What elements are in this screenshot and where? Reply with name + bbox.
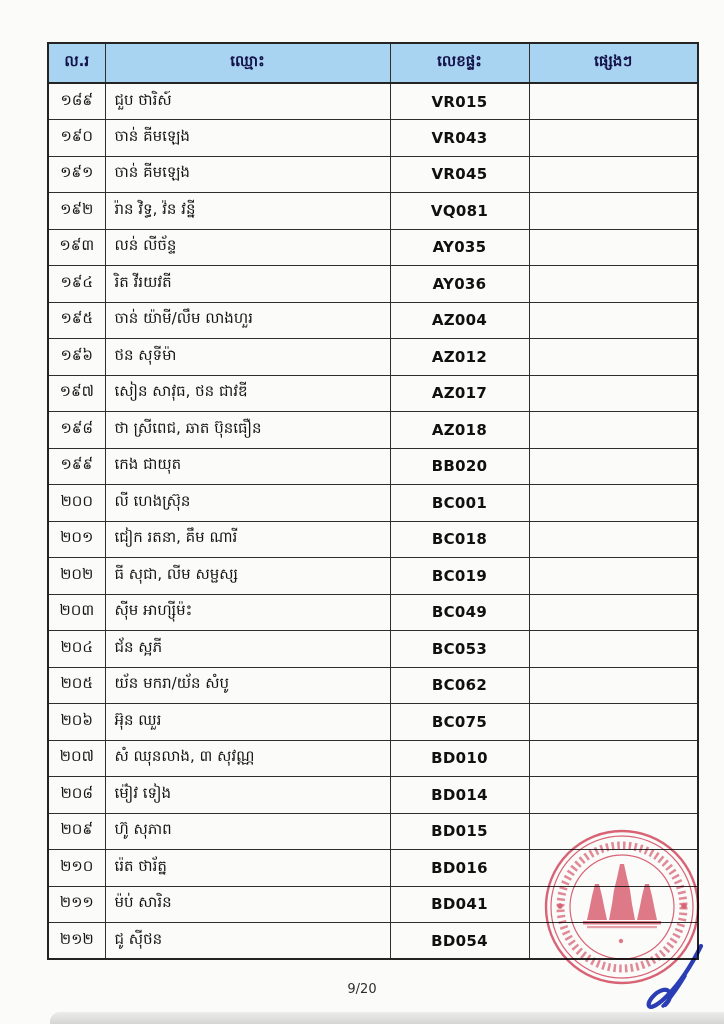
- other-cell: [529, 704, 698, 741]
- house-code-cell: AY036: [390, 266, 529, 303]
- row-number-cell: ១៩៣: [48, 229, 105, 266]
- table-row: [48, 412, 698, 449]
- other-cell: [529, 83, 698, 120]
- header-house-no: លេខផ្ទះ: [390, 43, 529, 83]
- name-cell: ជូ ស៊ីថន: [105, 923, 390, 960]
- name-cell: ថន សុទីម៉ា: [105, 339, 390, 376]
- other-cell: [529, 740, 698, 777]
- table-row: [48, 777, 698, 814]
- other-cell: [529, 485, 698, 522]
- row-number-cell: ១៩០: [48, 120, 105, 157]
- other-cell: [529, 521, 698, 558]
- house-code-cell: BD016: [390, 850, 529, 887]
- house-code-cell: BD015: [390, 813, 529, 850]
- name-cell: ហ៊ូ សុភាព: [105, 813, 390, 850]
- other-cell: [529, 777, 698, 814]
- name-cell: រ៉េត ថារ័ត្ន: [105, 850, 390, 887]
- scan-edge-shadow: [50, 1012, 724, 1024]
- other-cell: [529, 229, 698, 266]
- other-cell: [529, 631, 698, 668]
- house-code-cell: VQ081: [390, 193, 529, 230]
- header-no: ល.រ: [48, 43, 105, 83]
- table-row: [48, 886, 698, 923]
- table-row: [48, 229, 698, 266]
- house-code-cell: BC018: [390, 521, 529, 558]
- other-cell: [529, 813, 698, 850]
- table-row: [48, 448, 698, 485]
- other-cell: [529, 886, 698, 923]
- name-cell: កេង ជាយុត: [105, 448, 390, 485]
- row-number-cell: ២១២: [48, 923, 105, 960]
- house-code-cell: VR045: [390, 156, 529, 193]
- name-cell: សំ ឈុនលាង, ៣ សុវណ្ណ: [105, 740, 390, 777]
- table-row: [48, 631, 698, 668]
- table-row: [48, 813, 698, 850]
- table-row: [48, 594, 698, 631]
- name-cell: ធី សុជា, លីម សម្ផស្ស: [105, 558, 390, 595]
- other-cell: [529, 594, 698, 631]
- row-number-cell: ១៩៩: [48, 448, 105, 485]
- house-code-cell: BC001: [390, 485, 529, 522]
- other-cell: [529, 156, 698, 193]
- other-cell: [529, 302, 698, 339]
- other-cell: [529, 558, 698, 595]
- row-number-cell: ១៩១: [48, 156, 105, 193]
- name-cell: ម៉ប់ សារិន: [105, 886, 390, 923]
- row-number-cell: ១៩២: [48, 193, 105, 230]
- name-cell: ជ័ន ស្អភី: [105, 631, 390, 668]
- house-code-cell: BC062: [390, 667, 529, 704]
- row-number-cell: ២០២: [48, 558, 105, 595]
- row-number-cell: ២០៩: [48, 813, 105, 850]
- name-cell: យ័ន មករា/យ័ន សំបូ: [105, 667, 390, 704]
- row-number-cell: ២០៨: [48, 777, 105, 814]
- row-number-cell: ១៨៩: [48, 83, 105, 120]
- name-cell: ថា ស្រីពេជ, ឆាត ប៊ុនធឿន: [105, 412, 390, 449]
- name-cell: លី ហេងស្រ៊ុន: [105, 485, 390, 522]
- house-code-cell: VR043: [390, 120, 529, 157]
- other-cell: [529, 339, 698, 376]
- house-code-cell: AZ017: [390, 375, 529, 412]
- row-number-cell: ១៩៥: [48, 302, 105, 339]
- table-row: [48, 923, 698, 960]
- table-row: [48, 521, 698, 558]
- house-code-cell: AY035: [390, 229, 529, 266]
- house-code-cell: BC075: [390, 704, 529, 741]
- table-row: [48, 120, 698, 157]
- house-code-cell: BC049: [390, 594, 529, 631]
- row-number-cell: ២០១: [48, 521, 105, 558]
- table-row: [48, 850, 698, 887]
- house-code-cell: AZ004: [390, 302, 529, 339]
- table-row: [48, 558, 698, 595]
- name-cell: ស៊ីម អាហ្ស៊ីម៉ះ: [105, 594, 390, 631]
- name-cell: ចាន់ គីមឡេង: [105, 120, 390, 157]
- house-code-cell: BD041: [390, 886, 529, 923]
- other-cell: [529, 193, 698, 230]
- house-code-cell: BC053: [390, 631, 529, 668]
- table-row: [48, 375, 698, 412]
- table-row: [48, 266, 698, 303]
- other-cell: [529, 375, 698, 412]
- table-row: [48, 193, 698, 230]
- house-code-cell: AZ012: [390, 339, 529, 376]
- other-cell: [529, 412, 698, 449]
- name-cell: ម៉ៀវ ទៀង: [105, 777, 390, 814]
- other-cell: [529, 667, 698, 704]
- row-number-cell: ២០៦: [48, 704, 105, 741]
- row-number-cell: ២០៧: [48, 740, 105, 777]
- row-number-cell: ២១១: [48, 886, 105, 923]
- name-cell: លន់ លីច័ន្ទ: [105, 229, 390, 266]
- row-number-cell: ២០៤: [48, 631, 105, 668]
- row-number-cell: ១៩៨: [48, 412, 105, 449]
- table-row: [48, 485, 698, 522]
- row-number-cell: ១៩៦: [48, 339, 105, 376]
- other-cell: [529, 850, 698, 887]
- house-code-cell: BC019: [390, 558, 529, 595]
- house-code-cell: VR015: [390, 83, 529, 120]
- other-cell: [529, 923, 698, 960]
- table-row: [48, 83, 698, 120]
- row-number-cell: ២០០: [48, 485, 105, 522]
- table-row: [48, 667, 698, 704]
- table-body: [48, 83, 698, 959]
- other-cell: [529, 266, 698, 303]
- name-cell: ចាន់ យ៉ាមី/លឹម លាងហួរ: [105, 302, 390, 339]
- other-cell: [529, 120, 698, 157]
- house-code-cell: BD054: [390, 923, 529, 960]
- table-row: [48, 740, 698, 777]
- name-cell: រ៉ាន វិទ្ធ, វ៉ន វន្នី: [105, 193, 390, 230]
- table-row: [48, 156, 698, 193]
- table-row: [48, 302, 698, 339]
- name-cell: ចាន់ គីមឡេង: [105, 156, 390, 193]
- residents-table: [47, 42, 699, 960]
- other-cell: [529, 448, 698, 485]
- house-code-cell: AZ018: [390, 412, 529, 449]
- house-code-cell: BD010: [390, 740, 529, 777]
- row-number-cell: ២០៥: [48, 667, 105, 704]
- page-number: 9/20: [347, 982, 377, 997]
- name-cell: ជៀក រតនា, គឹម ណារី: [105, 521, 390, 558]
- name-cell: ជួប ថារិស៍: [105, 83, 390, 120]
- table-row: [48, 339, 698, 376]
- header-other: ផ្សេងៗ: [529, 43, 698, 83]
- row-number-cell: ១៩៤: [48, 266, 105, 303]
- row-number-cell: ២១០: [48, 850, 105, 887]
- house-code-cell: BB020: [390, 448, 529, 485]
- name-cell: សៀន សាវុធ, ថន ជាវឌី: [105, 375, 390, 412]
- table-header-row: [48, 43, 698, 83]
- row-number-cell: ១៩៧: [48, 375, 105, 412]
- table-row: [48, 704, 698, 741]
- house-code-cell: BD014: [390, 777, 529, 814]
- name-cell: អ៊ុន ឈួរ: [105, 704, 390, 741]
- name-cell: រិត វីរយវតី: [105, 266, 390, 303]
- row-number-cell: ២០៣: [48, 594, 105, 631]
- header-name: ឈ្មោះ: [105, 43, 390, 83]
